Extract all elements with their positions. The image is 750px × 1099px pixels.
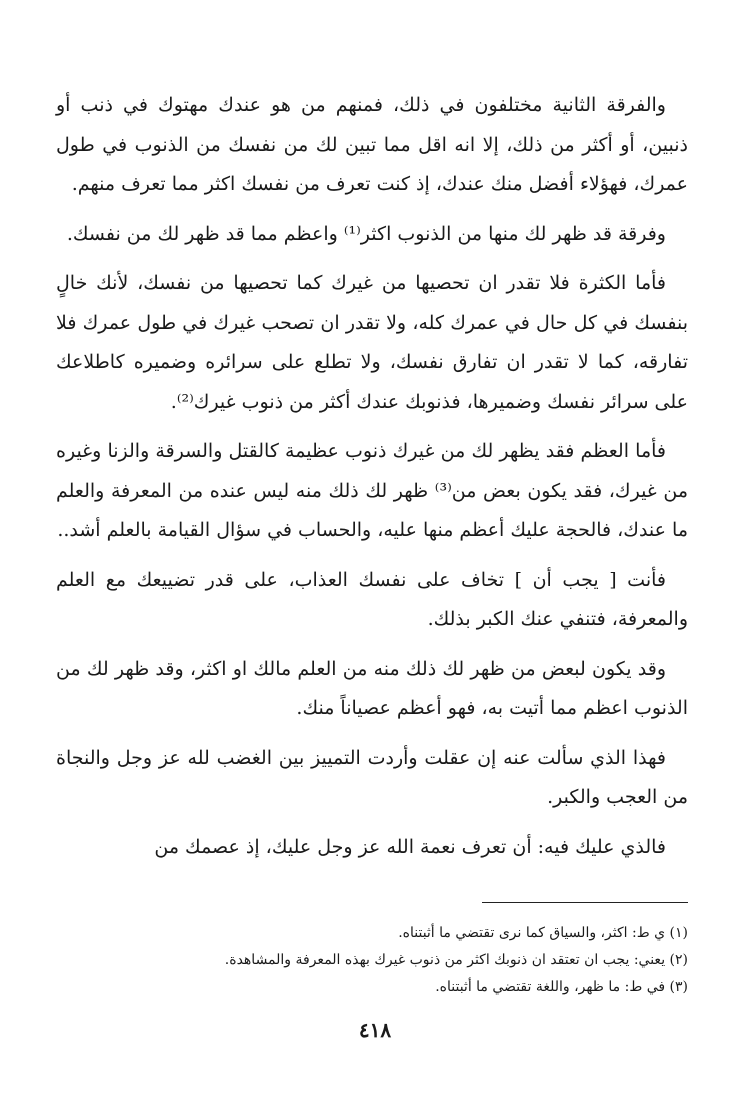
paragraph-1: والفرقة الثانية مختلفون في ذلك، فمنهم من هو عندك مهتوك في ذنب أو ذنبين، أو أكثر من ذلك، إلا انه اقل مما تبين لك من نفسك من الذنوب في طول عمرك، فهؤلاء أفضل منك عندك، إذ كنت تعرف من نفسك اكثر مما تعرف منهم. <box>56 94 688 195</box>
footnote-3: (٣) في ط: ما ظهر، واللغة تقتضي ما أثبتناه. <box>435 979 688 995</box>
paragraph-8: فالذي عليك فيه: أن تعرف نعمة الله عز وجل عليك، إذ عصمك من <box>154 835 666 858</box>
paragraph-6: وقد يكون لبعض من ظهر لك ذلك منه من العلم مالك او اكثر، وقد ظهر لك من الذنوب اعظم مما أتيت به، فهو أعظم عصياناً منك. <box>56 657 688 719</box>
paragraph-7: فهذا الذي سألت عنه إن عقلت وأردت التمييز بين الغضب لله عز وجل والنجاة من العجب والكبر. <box>56 746 688 808</box>
footnote-2: (٢) يعني: يجب ان تعتقد ان ذنوبك اكثر من ذنوب غيرك بهذه المعرفة والمشاهدة. <box>224 952 688 968</box>
paragraph-4: فأما العظم فقد يظهر لك من غيرك ذنوب عظيمة كالقتل والسرقة والزنا وغيره من غيرك، فقد يكون بعض من⁽³⁾ ظهر لك ذلك منه ليس عنده من المعرفة والعلم ما عندك، فالحجة عليك أعظم منها عليه، والحساب في سؤال القيامة بالعلم أشد.. <box>56 440 689 541</box>
paragraph-3: فأما الكثرة فلا تقدر ان تحصيها من غيرك كما تحصيها من نفسك، لأنك خالٍ بنفسك في كل حال في عمرك كله، ولا تقدر ان تصحب غيرك في طول عمرك فلا تفارقه، كما لا تقدر ان تفارق نفسك، ولا تطلع على سرائره وضميره كاطلاعك على سرائر نفسك وضميرها، فذنوبك عندك أكثر من ذنوب غيرك⁽²⁾. <box>56 272 688 413</box>
paragraph-2: وفرقة قد ظهر لك منها من الذنوب اكثر⁽¹⁾ واعظم مما قد ظهر لك من نفسك. <box>66 222 666 245</box>
footnotes <box>88 920 688 1001</box>
main-text <box>56 86 688 877</box>
page-number: ٤١٨ <box>358 1018 392 1042</box>
footnote-1: (١) ي ط: اكثر، والسياق كما نرى تقتضي ما أثبتناه. <box>398 925 688 941</box>
footnote-divider <box>482 902 688 903</box>
paragraph-5: فأنت [ يجب أن ] تخاف على نفسك العذاب، على قدر تضييعك مع العلم والمعرفة، فتنفي عنك الكبر بذلك. <box>56 568 688 630</box>
